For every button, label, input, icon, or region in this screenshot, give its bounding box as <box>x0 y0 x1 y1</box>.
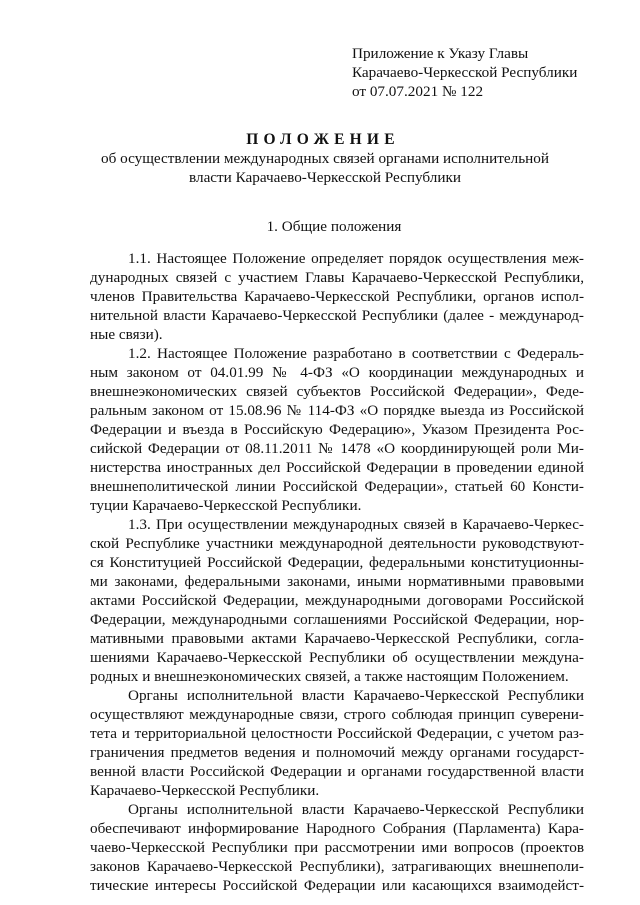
paragraph-line: 1.2. Настоящее Положение разработано в соответствии с Федераль- <box>128 345 584 362</box>
paragraph-line: дународных связей с участием Главы Карачаево-Черкесской Республики, <box>90 269 584 286</box>
appendix-line: Приложение к Указу Главы <box>352 45 529 62</box>
paragraph-line: мативными правовыми актами Карачаево-Черкесской Республики, согла- <box>90 630 584 647</box>
paragraph-line: обеспечивают информирование Народного Собрания (Парламента) Кара- <box>90 820 584 837</box>
paragraph-line: чаево-Черкесской Республики при рассмотрении ими вопросов (проектов <box>90 839 584 856</box>
paragraph-line: тета и территориальной целостности Российской Федерации, с учетом раз- <box>90 725 584 742</box>
paragraph-line: ской Республике участники международной деятельности руководствуют- <box>90 535 584 552</box>
body-text <box>90 249 584 895</box>
paragraph <box>90 515 584 686</box>
paragraph-line: законов Карачаево-Черкесской Республики), затрагивающих внешнеполи- <box>90 858 584 875</box>
paragraph-line: 1.1. Настоящее Положение определяет порядок осуществления меж- <box>128 250 584 267</box>
paragraph-line: ным законом от 04.01.99 № 4-ФЗ «О координации международных и <box>90 364 584 381</box>
paragraph-line: членов Правительства Карачаево-Черкесской Республики, органов испол- <box>90 288 584 305</box>
paragraph-line: туции Карачаево-Черкесской Республики. <box>90 497 362 514</box>
paragraph <box>90 344 584 515</box>
paragraph-line: ные связи). <box>90 326 163 343</box>
paragraph-line: осуществляют международные связи, строго соблюдая принцип суверени- <box>90 706 584 723</box>
appendix-line: Карачаево-Черкесской Республики <box>352 64 578 81</box>
document-title: ПОЛОЖЕНИЕ <box>246 131 400 148</box>
paragraph-line: Федерации, международными соглашениями Российской Федерации, нор- <box>90 611 584 628</box>
paragraph-line: ся Конституцией Российской Федерации, федеральными конституционны- <box>90 554 584 571</box>
paragraph-line: внешнеполитической линии Российской Федерации», статьей 60 Консти- <box>90 478 584 495</box>
paragraph-line: шениями Карачаево-Черкесской Республики об осуществлении междуна- <box>90 649 584 666</box>
paragraph-line: Органы исполнительной власти Карачаево-Черкесской Республики <box>128 687 584 704</box>
paragraph <box>90 800 584 895</box>
subtitle-line: власти Карачаево-Черкесской Республики <box>189 169 461 186</box>
paragraph-line: сийской Федерации от 08.11.2011 № 1478 «О координирующей роли Ми- <box>90 440 584 457</box>
paragraph-line: нительной власти Карачаево-Черкесской Республики (далее - международ- <box>90 307 584 324</box>
paragraph-line: нистерства иностранных дел Российской Федерации в проведении единой <box>90 459 584 476</box>
section-heading: 1. Общие положения <box>266 218 402 235</box>
paragraph <box>90 686 584 800</box>
paragraph-line: граничения предметов ведения и полномочий между органами государст- <box>90 744 584 761</box>
paragraph-line: актами Российской Федерации, международными договорами Российской <box>90 592 584 609</box>
paragraph-line: Органы исполнительной власти Карачаево-Черкесской Республики <box>128 801 584 818</box>
paragraph <box>90 249 584 344</box>
paragraph-line: родных и внешнеэкономических связей, а также настоящим Положением. <box>90 668 569 685</box>
paragraph-line: тические интересы Российской Федерации или касающихся взаимодейст- <box>90 877 584 894</box>
appendix-note <box>352 44 612 101</box>
paragraph-line: 1.3. При осуществлении международных связей в Карачаево-Черкес- <box>128 516 584 533</box>
subtitle-line: об осуществлении международных связей органами исполнительной <box>100 150 549 167</box>
paragraph-line: ральным законом от 15.08.96 № 114-ФЗ «О порядке выезда из Российской <box>90 402 584 419</box>
paragraph-line: ми законами, федеральными законами, иными нормативными правовыми <box>90 573 584 590</box>
paragraph-line: Карачаево-Черкесской Республики. <box>90 782 320 799</box>
paragraph-line: внешнеэкономических связей субъектов Российской Федерации», Феде- <box>90 383 584 400</box>
paragraph-line: Федерации и въезда в Российскую Федерацию», Указом Президента Рос- <box>90 421 584 438</box>
appendix-line: от 07.07.2021 № 122 <box>352 83 484 100</box>
document-subtitle <box>60 149 590 187</box>
paragraph-line: венной власти Российской Федерации и органами государственной власти <box>90 763 584 780</box>
